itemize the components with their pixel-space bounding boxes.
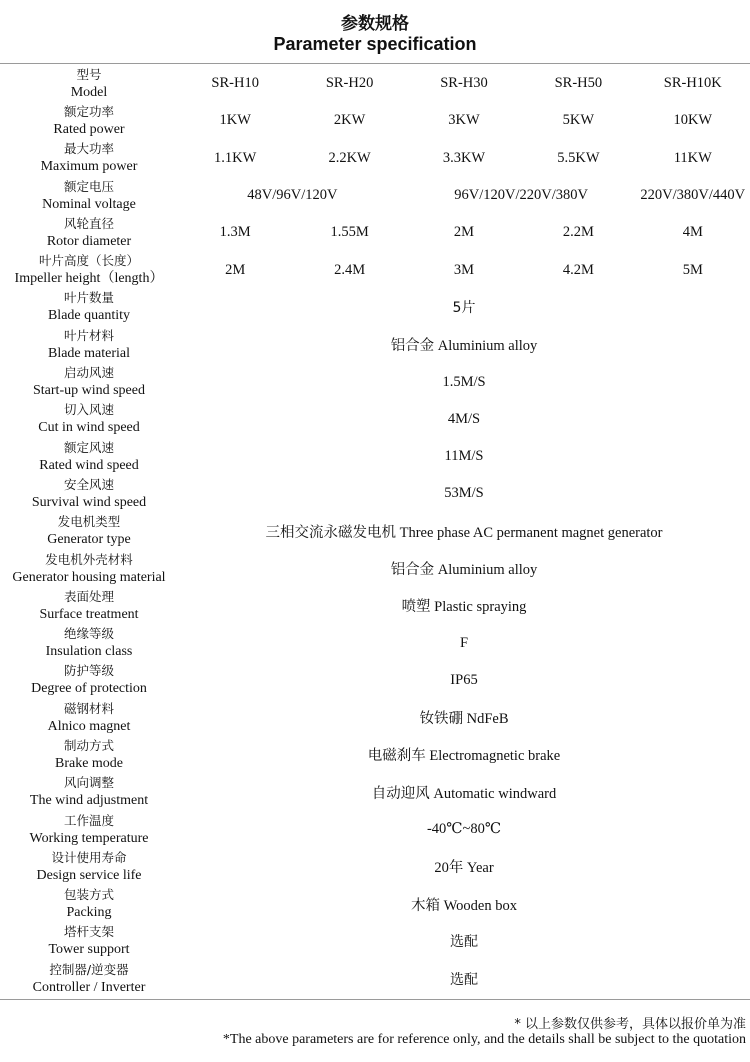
value-cell: 2.2KW <box>328 149 371 166</box>
label-en: Controller / Inverter <box>32 979 146 995</box>
table-row <box>0 699 750 736</box>
label-cn: 防护等级 <box>63 663 114 679</box>
label-cn: 表面处理 <box>63 588 114 604</box>
label-cn: 叶片材料 <box>63 327 114 343</box>
label-en: Survival wind speed <box>31 494 147 510</box>
table-row <box>0 401 750 438</box>
label-en: Brake mode <box>54 755 124 771</box>
row-label <box>0 289 178 326</box>
label-en: Nominal voltage <box>42 196 136 212</box>
value-cell: 96V/120V/220V/380V <box>454 187 589 204</box>
row-label <box>0 140 178 177</box>
value-cell: 20年 Year <box>434 860 494 877</box>
spec-table <box>0 65 750 997</box>
row-label <box>0 326 178 363</box>
label-en: Design service life <box>36 867 142 883</box>
row-label <box>0 214 178 251</box>
value-text: 选配 <box>450 971 478 988</box>
label-en: Maximum power <box>40 159 138 175</box>
page-title-cn: 参数规格 <box>341 14 409 34</box>
page-title-en: Parameter specification <box>273 34 477 54</box>
value-text: 选配 <box>450 934 478 951</box>
row-label <box>0 699 178 736</box>
table-row <box>0 289 750 326</box>
value-cell <box>178 923 750 960</box>
label-en: Cut in wind speed <box>38 420 140 436</box>
value-cell: 3.3KW <box>442 149 486 166</box>
value-cell: 10KW <box>673 112 713 129</box>
label-en: Packing <box>66 905 112 921</box>
label-en: The wind adjustment <box>29 793 149 809</box>
model-cell: SR-H30 <box>440 75 488 92</box>
row-label <box>0 177 178 214</box>
value-cell: 3M <box>453 261 475 278</box>
label-cn: 磁钢材料 <box>63 700 114 716</box>
row-label <box>0 774 178 811</box>
row-label <box>0 102 178 139</box>
bottom-divider <box>0 999 750 1000</box>
value-cell: 1.5M/S <box>442 373 486 390</box>
table-row <box>0 886 750 923</box>
table-row <box>0 587 750 624</box>
row-label <box>0 848 178 885</box>
top-divider <box>0 63 750 64</box>
row-label <box>0 811 178 848</box>
value-cell: 1KW <box>219 112 251 129</box>
table-row <box>0 923 750 960</box>
table-row <box>0 774 750 811</box>
label-cn: 型号 <box>76 66 102 82</box>
value-cell: 2M <box>453 224 475 241</box>
table-row <box>0 363 750 400</box>
label-en: Start-up wind speed <box>33 383 145 399</box>
value-cell: 2KW <box>333 112 366 129</box>
label-en: Blade material <box>47 345 131 361</box>
row-label <box>0 736 178 773</box>
value-cell <box>178 960 750 997</box>
label-en: Blade quantity <box>47 308 131 324</box>
row-label <box>0 251 178 288</box>
value-cell: 钕铁硼 NdFeB <box>419 711 509 728</box>
footnote-en: *The above parameters are for reference only, and the details shall be subject to the quotation <box>222 1032 746 1047</box>
value-cell: 4.2M <box>562 261 594 278</box>
row-label <box>0 960 178 997</box>
label-cn: 叶片高度（长度） <box>38 253 139 269</box>
value-cell: 三相交流永磁发电机 Three phase AC permanent magnet generator <box>265 524 663 541</box>
table-row <box>0 848 750 885</box>
table-row <box>0 140 750 177</box>
label-en: Alnico magnet <box>47 718 131 734</box>
value-cell: 2.4M <box>334 261 366 278</box>
value-text: 5片 <box>452 300 476 317</box>
label-cn: 切入风速 <box>63 402 114 418</box>
table-row <box>0 811 750 848</box>
table-row <box>0 624 750 661</box>
label-en: Impeller height（length） <box>14 271 164 287</box>
label-cn: 工作温度 <box>63 812 114 828</box>
model-cell: SR-H10 <box>211 75 259 92</box>
label-cn: 包装方式 <box>63 887 114 903</box>
value-cell: 5KW <box>562 112 595 129</box>
value-cell: 48V/96V/120V <box>247 187 338 204</box>
row-label <box>0 438 178 475</box>
row-label <box>0 587 178 624</box>
value-cell: 53M/S <box>444 485 484 502</box>
label-cn: 启动风速 <box>63 365 114 381</box>
value-cell: 5M <box>682 261 703 278</box>
label-en: Model <box>70 84 108 100</box>
value-cell: F <box>459 634 469 651</box>
label-en: Rated power <box>53 121 125 137</box>
value-cell: 11KW <box>673 149 712 166</box>
table-row <box>0 662 750 699</box>
table-row <box>0 326 750 363</box>
table-row <box>0 960 750 997</box>
row-label <box>0 550 178 587</box>
label-cn: 额定电压 <box>63 178 114 194</box>
label-en: Working temperature <box>29 830 149 846</box>
label-en: Rotor diameter <box>46 233 132 249</box>
row-label <box>0 65 178 102</box>
label-cn: 安全风速 <box>63 476 114 492</box>
label-en: Insulation class <box>45 644 133 660</box>
label-cn: 风向调整 <box>63 775 114 791</box>
label-cn: 额定风速 <box>63 439 114 455</box>
table-row <box>0 214 750 251</box>
table-row <box>0 550 750 587</box>
value-cell: 11M/S <box>444 448 484 465</box>
value-cell: -40℃~80℃ <box>426 821 502 838</box>
row-label <box>0 513 178 550</box>
row-label <box>0 923 178 960</box>
row-label <box>0 886 178 923</box>
table-row <box>0 736 750 773</box>
value-cell: 4M/S <box>447 410 481 427</box>
row-label <box>0 624 178 661</box>
label-en: Surface treatment <box>39 606 139 622</box>
label-en: Degree of protection <box>31 681 147 697</box>
table-row <box>0 251 750 288</box>
value-cell: 5.5KW <box>557 149 600 166</box>
table-row <box>0 177 750 214</box>
label-cn: 制动方式 <box>63 737 114 753</box>
value-cell: 220V/380V/440V <box>640 187 746 204</box>
value-cell: 2M <box>225 261 246 278</box>
label-cn: 发电机类型 <box>57 514 121 530</box>
value-cell: 2.2M <box>562 224 594 241</box>
label-en: Tower support <box>48 942 130 958</box>
value-cell: 木箱 Wooden box <box>411 897 517 914</box>
value-cell: 铝合金 Aluminium alloy <box>390 338 538 355</box>
label-cn: 额定功率 <box>63 103 114 119</box>
model-cell: SR-H50 <box>554 75 603 92</box>
label-cn: 设计使用寿命 <box>51 849 127 865</box>
label-cn: 风轮直径 <box>63 215 114 231</box>
row-label <box>0 401 178 438</box>
label-en: Generator type <box>47 532 131 548</box>
label-cn: 控制器/逆变器 <box>49 961 129 977</box>
label-cn: 最大功率 <box>63 141 114 157</box>
model-cell: SR-H10K <box>663 75 722 92</box>
value-cell: IP65 <box>450 671 478 688</box>
row-label <box>0 662 178 699</box>
value-cell: 喷塑 Plastic spraying <box>401 599 527 616</box>
label-en: Generator housing material <box>12 569 166 585</box>
row-label <box>0 475 178 512</box>
value-cell: 铝合金 Aluminium alloy <box>390 562 538 578</box>
label-cn: 绝缘等级 <box>63 626 114 642</box>
table-row <box>0 102 750 139</box>
value-cell: 1.3M <box>219 224 251 241</box>
value-cell: 4M <box>682 224 703 241</box>
row-label <box>0 363 178 400</box>
label-cn: 塔杆支架 <box>63 924 114 940</box>
table-row <box>0 65 750 102</box>
value-cell: 电磁刹车 Electromagnetic brake <box>367 748 561 765</box>
value-cell <box>178 289 750 326</box>
model-cell: SR-H20 <box>325 75 374 92</box>
label-en: Rated wind speed <box>39 457 139 473</box>
value-cell: 自动迎风 Automatic windward <box>371 785 557 802</box>
table-row <box>0 438 750 475</box>
value-cell: 1.1KW <box>214 149 257 166</box>
footnote-cn: * 以上参数仅供参考，具体以报价单为准 <box>514 1017 746 1032</box>
table-row <box>0 475 750 512</box>
label-cn: 叶片数量 <box>63 290 114 306</box>
value-cell: 1.55M <box>330 224 369 241</box>
value-cell: 3KW <box>448 112 480 129</box>
table-row <box>0 513 750 550</box>
label-cn: 发电机外壳材料 <box>45 551 133 567</box>
